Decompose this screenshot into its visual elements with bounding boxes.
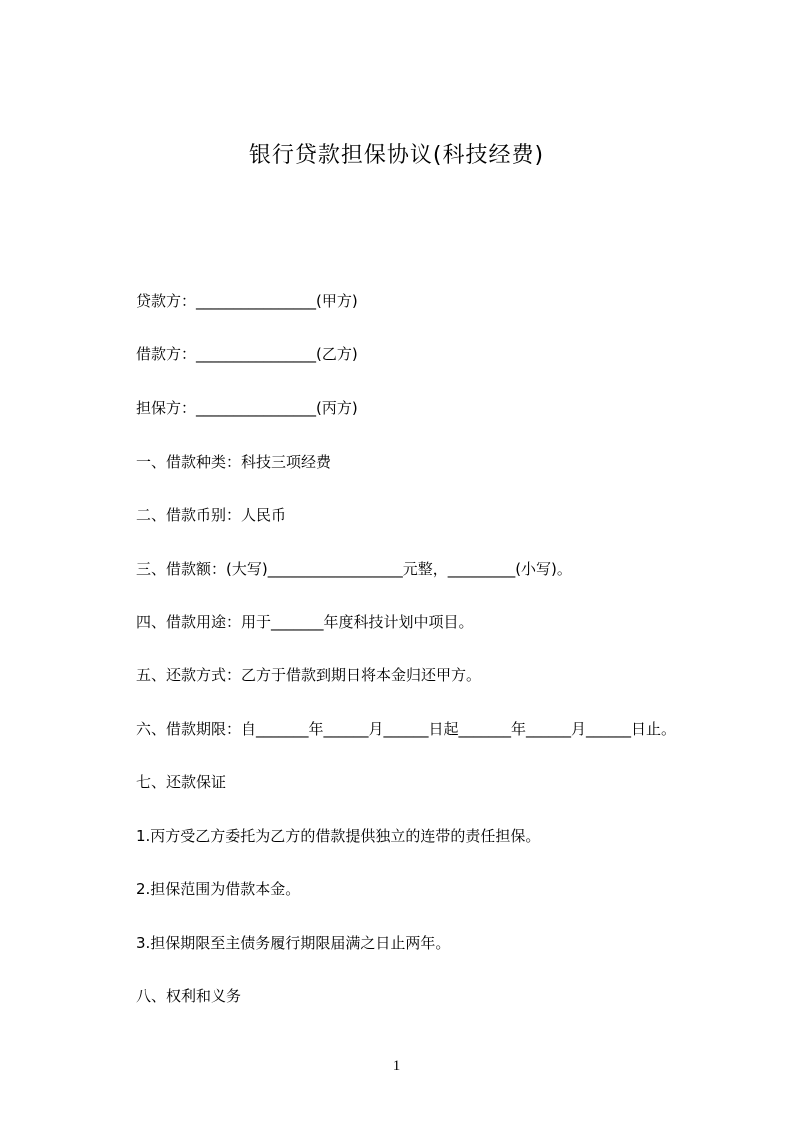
- guarantee-item-3: 3.担保期限至主债务履行期限届满之日止两年。: [136, 934, 451, 952]
- loan-amount-clause: 三、借款额：(大写)__________________元整，_________(小写)。: [136, 560, 572, 578]
- loan-term-clause: 六、借款期限：自_______年______月______日起_______年______月______日止。: [136, 720, 677, 738]
- page-number: 1: [392, 1058, 401, 1074]
- lender-line: 贷款方：________________(甲方): [136, 292, 358, 310]
- repayment-guarantee-heading: 七、还款保证: [136, 773, 227, 791]
- loan-type-clause: 一、借款种类：科技三项经费: [136, 453, 332, 471]
- rights-obligations-heading: 八、权利和义务: [136, 987, 242, 1005]
- loan-purpose-clause: 四、借款用途：用于_______年度科技计划中项目。: [136, 613, 474, 631]
- document-title: 银行贷款担保协议(科技经费): [248, 143, 545, 168]
- repayment-method-clause: 五、还款方式：乙方于借款到期日将本金归还甲方。: [136, 666, 482, 684]
- guarantee-item-2: 2.担保范围为借款本金。: [136, 880, 301, 898]
- currency-clause: 二、借款币别：人民币: [136, 506, 287, 524]
- guarantor-line: 担保方：________________(丙方): [136, 399, 358, 417]
- guarantee-item-1: 1.丙方受乙方委托为乙方的借款提供独立的连带的责任担保。: [136, 827, 541, 845]
- borrower-line: 借款方：________________(乙方): [136, 345, 358, 363]
